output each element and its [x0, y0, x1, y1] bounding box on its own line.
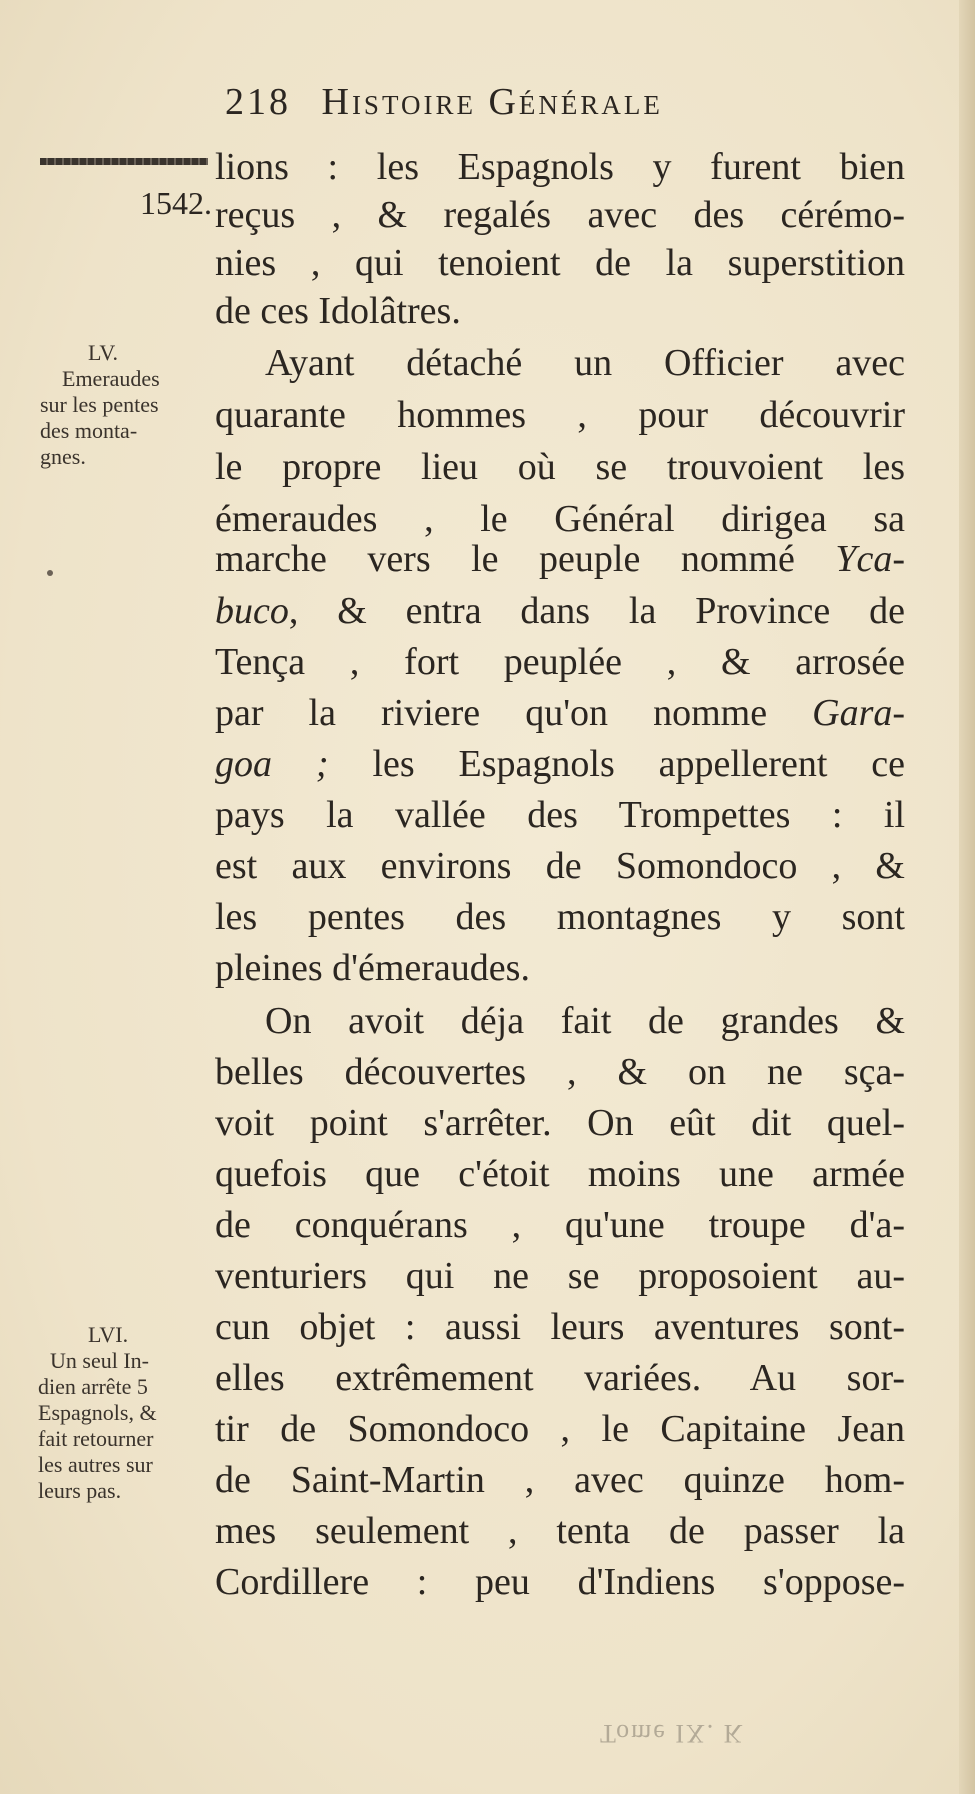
margin-note-number: LV. — [88, 340, 118, 365]
text-line: de conquérans , qu'une troupe d'a- — [215, 1204, 905, 1246]
margin-note-line: sur les pentes — [40, 392, 159, 417]
text-line: cun objet : aussi leurs aventures sont- — [215, 1306, 905, 1348]
text-line: voit point s'arrêter. On eût dit quel- — [215, 1102, 905, 1144]
page-number: 218 — [225, 81, 291, 123]
running-title: Histoire Générale — [321, 81, 663, 123]
text-segment: , & entra dans la Province de — [288, 590, 905, 632]
text-line: pleines d'émeraudes. — [215, 947, 530, 989]
margin-note-line: Emeraudes — [62, 366, 160, 391]
text-line: quarante hommes , pour découvrir — [215, 394, 905, 436]
text-line — [215, 740, 905, 788]
text-line: lions : les Espagnols y furent bien — [215, 146, 905, 188]
margin-note-line: fait retourner — [38, 1426, 154, 1451]
text-line: Cordillere : peu d'Indiens s'oppose- — [215, 1561, 905, 1603]
margin-note-lvi — [38, 1322, 157, 1504]
page-edge — [959, 0, 975, 1794]
margin-note-line: dien arrête 5 — [38, 1374, 148, 1399]
text-line: mes seulement , tenta de passer la — [215, 1510, 905, 1552]
text-line: Ayant détaché un Officier avec — [265, 342, 905, 384]
text-line: belles découvertes , & on ne sça- — [215, 1051, 905, 1093]
margin-note-line: des monta- — [40, 418, 138, 443]
text-line: de ces Idolâtres. — [215, 290, 461, 332]
italic-segment: Gara- — [812, 692, 906, 734]
text-line — [215, 535, 905, 583]
text-line: quefois que c'étoit moins une armée — [215, 1153, 905, 1195]
text-line: les pentes des montagnes y sont — [215, 896, 905, 938]
text-line: est aux environs de Somondoco , & — [215, 845, 905, 887]
margin-dot — [47, 570, 53, 576]
text-line: le propre lieu où se trouvoient les — [215, 446, 905, 488]
margin-note-number: LVI. — [88, 1322, 129, 1347]
text-line — [215, 689, 905, 737]
text-line — [215, 587, 905, 635]
header-rule — [40, 158, 208, 165]
margin-note-line: leurs pas. — [38, 1478, 122, 1503]
year-marker: 1542. — [140, 185, 212, 221]
text-line: de Saint-Martin , avec quinze hom- — [215, 1459, 905, 1501]
text-line: nies , qui tenoient de la superstition — [215, 242, 905, 284]
margin-note-line: gnes. — [40, 444, 86, 469]
italic-segment: buco — [215, 590, 289, 632]
text-segment: marche vers le peuple nommé — [215, 538, 795, 580]
italic-segment: goa ; — [215, 743, 329, 785]
text-line: elles extrêmement variées. Au sor- — [215, 1357, 905, 1399]
margin-note-line: les autres sur — [38, 1452, 153, 1477]
text-segment: les Espagnols appellerent ce — [372, 743, 906, 785]
margin-note-line: Un seul In- — [50, 1348, 149, 1373]
margin-note-lv — [40, 340, 160, 470]
text-line: venturiers qui ne se proposoient au- — [215, 1255, 905, 1297]
running-header — [225, 80, 865, 140]
text-line: émeraudes , le Général dirigea sa — [215, 498, 905, 540]
text-segment: par la riviere qu'on nomme — [215, 692, 768, 734]
margin-note-line: Espagnols, & — [38, 1400, 157, 1425]
text-line: pays la vallée des Trompettes : il — [215, 794, 905, 836]
text-line: On avoit déja fait de grandes & — [265, 1000, 905, 1042]
bleed-through-footer: Tome IX. K — [600, 1719, 745, 1748]
text-line: tir de Somondoco , le Capitaine Jean — [215, 1408, 905, 1450]
text-line: Tença , fort peuplée , & arrosée — [215, 641, 905, 683]
text-line: reçus , & regalés avec des cérémo- — [215, 194, 905, 236]
italic-segment: Yca- — [835, 538, 905, 580]
